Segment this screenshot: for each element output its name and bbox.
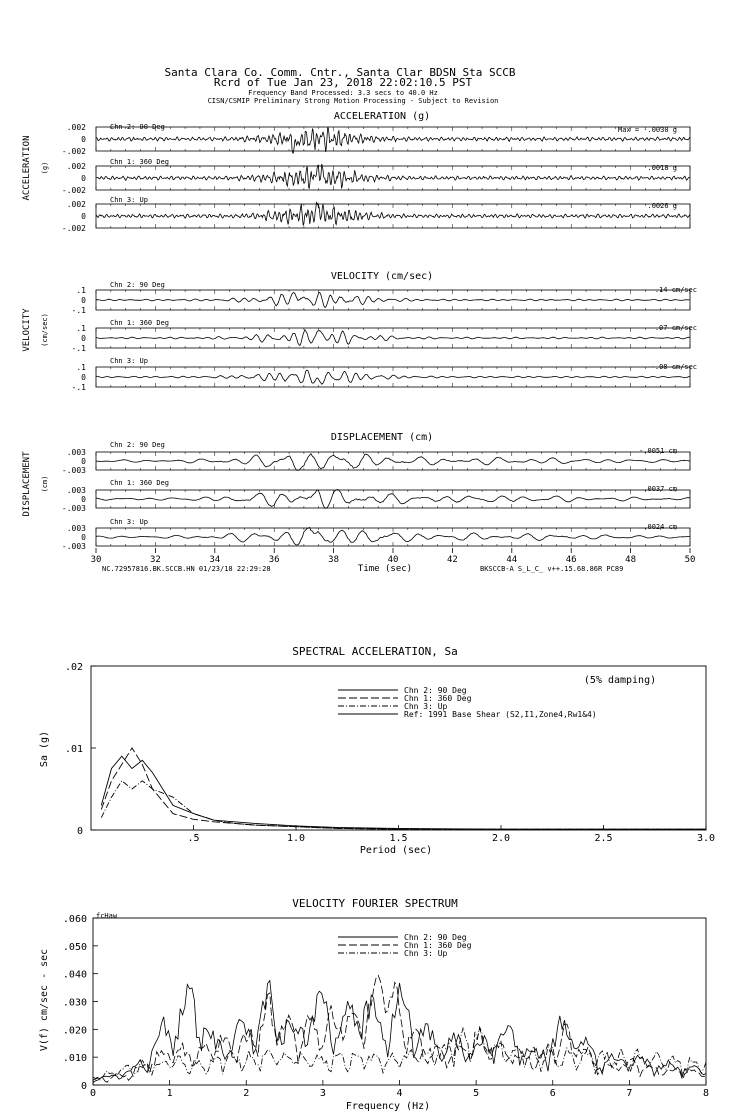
vel-ch3-label: Chn 3: Up xyxy=(110,357,148,365)
disp-ch0-tick-top: .003 xyxy=(66,448,86,457)
fs-legend-3: Chn 3: Up xyxy=(404,949,448,958)
vel-ch0-tick-zero: 0 xyxy=(81,296,86,305)
acc-ch1-tick-zero: 0 xyxy=(81,174,86,183)
acc-side-label: ACCELERATION xyxy=(22,135,32,201)
vel-ch1-tick-bottom: -.1 xyxy=(71,344,86,353)
fs-ytick-label: .060 xyxy=(62,914,87,925)
sa-xlabel: Period (sec) xyxy=(359,845,433,856)
sa-series-1 xyxy=(101,748,706,829)
fs-xtick-label: 8 xyxy=(702,1088,710,1099)
sa-title: SPECTRAL ACCELERATION, Sa xyxy=(292,645,458,658)
time-axis-tick-label: 32 xyxy=(149,555,161,565)
fs-series-0 xyxy=(93,981,706,1083)
vel-ch0-trace xyxy=(96,292,690,307)
footer-right: BKSCCB-A S_L_C_ v++.15.68.86R PC89 xyxy=(480,565,624,573)
vel-ch1-trace xyxy=(96,330,690,346)
disp-ch0-tick-bottom: -.003 xyxy=(61,466,86,475)
fs-xtick-label: 4 xyxy=(396,1088,403,1099)
vel-side-label: VELOCITY xyxy=(22,308,32,352)
disp-ch1-tick-top: .003 xyxy=(66,486,86,495)
disp-ch1-tick-bottom: -.003 xyxy=(61,504,86,513)
sa-ytick-label: .01 xyxy=(64,744,83,755)
acc-ch1-label: Chn 1: 360 Deg xyxy=(110,158,170,166)
vel-ch2-tick-bottom: -.1 xyxy=(71,383,86,392)
vel-ch2-tick-zero: 0 xyxy=(81,373,86,382)
disp-side-unit: (cm) xyxy=(41,475,49,493)
fs-frame xyxy=(93,918,706,1085)
disp-ch1-tick-zero: 0 xyxy=(81,495,86,504)
vel-title: VELOCITY (cm/sec) xyxy=(330,271,434,282)
vel-ch2-label: Chn 2: 90 Deg xyxy=(110,281,165,289)
sa-xtick-label: .5 xyxy=(187,833,200,844)
time-axis-label: Time (sec) xyxy=(357,564,413,574)
vel-ch3-max: -.08 cm/sec xyxy=(650,363,697,371)
time-axis-tick-label: 36 xyxy=(268,555,280,565)
disp-ch1-max: .0037 cm xyxy=(643,485,677,493)
acc-title: ACCELERATION (g) xyxy=(333,111,431,122)
disp-ch2-tick-zero: 0 xyxy=(81,533,86,542)
fs-series-1 xyxy=(93,976,706,1083)
disp-ch2-max: -.0051 cm xyxy=(639,447,677,455)
fs-series-2 xyxy=(93,1027,706,1080)
acc-side-unit: (g) xyxy=(41,161,49,175)
vel-ch1-tick-top: .1 xyxy=(76,324,86,333)
vel-ch2-max: .14 cm/sec xyxy=(654,286,697,294)
disp-ch2-tick-top: .003 xyxy=(66,524,86,533)
fs-corner: fcHaw xyxy=(96,912,118,920)
acc-ch2-label: Chn 2: 90 Deg xyxy=(110,123,165,131)
disp-ch1-label: Chn 1: 360 Deg xyxy=(110,479,170,487)
sa-legend-1: Chn 2: 90 Deg xyxy=(404,686,467,695)
time-axis-tick-label: 30 xyxy=(90,555,102,565)
header-band: Frequency Band Processed: 3.3 secs to 40.0 Hz xyxy=(248,89,438,97)
fs-ytick-label: .020 xyxy=(62,1025,87,1037)
sa-legend-3: Chn 3: Up xyxy=(404,702,448,711)
time-axis-tick-label: 48 xyxy=(625,555,637,565)
fs-ytick-label: .010 xyxy=(62,1053,87,1065)
acc-ch2-tick-zero: 0 xyxy=(81,212,86,221)
fs-xtick-label: 5 xyxy=(473,1088,480,1099)
header-disclaimer: CISN/CSMIP Preliminary Strong Motion Processing - Subject to Revision xyxy=(207,97,499,105)
disp-title: DISPLACEMENT (cm) xyxy=(330,432,434,443)
disp-ch0-tick-zero: 0 xyxy=(81,457,86,466)
fs-xtick-label: 7 xyxy=(626,1088,633,1099)
disp-side-label: DISPLACEMENT xyxy=(22,451,32,517)
fs-ytick-label: 0 xyxy=(80,1081,87,1092)
fs-ytick-label: .050 xyxy=(62,941,87,953)
time-axis-tick-label: 46 xyxy=(565,555,577,565)
fs-ytick-label: .040 xyxy=(62,969,87,981)
acc-ch3-label: Chn 3: Up xyxy=(110,196,148,204)
header-record: Rcrd of Tue Jan 23, 2018 22:02:10.5 PST xyxy=(213,76,473,89)
acc-ch3-max: .0026 g xyxy=(647,202,677,210)
vel-ch0-tick-top: .1 xyxy=(76,286,86,295)
chart-marks xyxy=(62,123,715,1099)
fs-xtick-label: 3 xyxy=(319,1088,326,1099)
sa-xtick-label: 2.5 xyxy=(594,833,613,844)
fs-xtick-label: 2 xyxy=(243,1088,250,1099)
sa-ytick-label: .02 xyxy=(64,662,83,673)
sa-ytick-label: 0 xyxy=(76,826,83,837)
acc-ch0-tick-bottom: -.002 xyxy=(61,147,86,156)
fs-legend-1: Chn 2: 90 Deg xyxy=(404,933,467,942)
acc-ch0-tick-zero: 0 xyxy=(81,135,86,144)
acc-ch0-tick-top: .002 xyxy=(66,123,86,132)
sa-frame xyxy=(91,666,706,830)
fs-ylabel: V(f) cm/sec - sec xyxy=(39,948,50,1052)
time-axis-tick-label: 44 xyxy=(506,555,518,565)
footer-left: NC.72957816.BK.SCCB.HN 01/23/18 22:29:28 xyxy=(102,565,271,573)
time-axis-tick-label: 38 xyxy=(328,555,340,565)
disp-ch3-label: Chn 3: Up xyxy=(110,518,148,526)
sa-xtick-label: 3.0 xyxy=(696,833,716,844)
sa-ylabel: Sa (g) xyxy=(39,730,50,768)
acc-ch2-tick-bottom: -.002 xyxy=(61,224,86,233)
vel-ch2-trace xyxy=(96,370,690,384)
vel-ch1-label: Chn 1: 360 Deg xyxy=(110,319,170,327)
disp-ch3-max: .0024 cm xyxy=(643,523,677,531)
time-axis-tick-label: 42 xyxy=(446,555,458,565)
acc-ch2-max: Max = -.0030 g xyxy=(617,126,677,134)
sa-xtick-label: 2.0 xyxy=(491,833,511,844)
fs-title: VELOCITY FOURIER SPECTRUM xyxy=(292,897,458,910)
sa-series-0 xyxy=(101,756,706,829)
fs-xtick-label: 1 xyxy=(166,1088,173,1099)
vel-ch1-tick-zero: 0 xyxy=(81,334,86,343)
sa-series-2 xyxy=(101,781,706,829)
sa-damping: (5% damping) xyxy=(583,675,657,686)
acc-ch1-max: .0018 g xyxy=(647,164,677,172)
acc-ch1-tick-top: .002 xyxy=(66,162,86,171)
sa-xtick-label: 1.0 xyxy=(286,833,306,844)
sa-xtick-label: 1.5 xyxy=(389,833,408,844)
vel-ch0-tick-bottom: -.1 xyxy=(71,306,86,315)
sa-legend-4: Ref: 1991 Base Shear (S2,I1,Zone4,Rw1&4) xyxy=(404,710,597,719)
fs-xlabel: Frequency (Hz) xyxy=(345,1101,431,1112)
time-axis-tick-label: 34 xyxy=(209,555,221,565)
fs-xtick-label: 0 xyxy=(89,1088,97,1099)
vel-ch2-tick-top: .1 xyxy=(76,363,86,372)
fs-ytick-label: .030 xyxy=(62,997,87,1009)
vel-side-unit: (cm/sec) xyxy=(41,313,49,347)
acc-ch1-tick-bottom: -.002 xyxy=(61,186,86,195)
time-axis-tick-label: 50 xyxy=(684,555,696,565)
acc-ch2-tick-top: .002 xyxy=(66,200,86,209)
time-axis-tick-label: 40 xyxy=(387,555,399,565)
disp-ch2-tick-bottom: -.003 xyxy=(61,542,86,551)
sa-legend-2: Chn 1: 360 Deg xyxy=(404,694,472,703)
header-station: Santa Clara Co. Comm. Cntr., Santa Clar BDSN Sta SCCB xyxy=(164,66,516,79)
fs-xtick-label: 6 xyxy=(549,1088,556,1099)
disp-ch2-label: Chn 2: 90 Deg xyxy=(110,441,165,449)
fs-legend-2: Chn 1: 360 Deg xyxy=(404,941,472,950)
vel-ch1-max: .07 cm/sec xyxy=(654,324,697,332)
